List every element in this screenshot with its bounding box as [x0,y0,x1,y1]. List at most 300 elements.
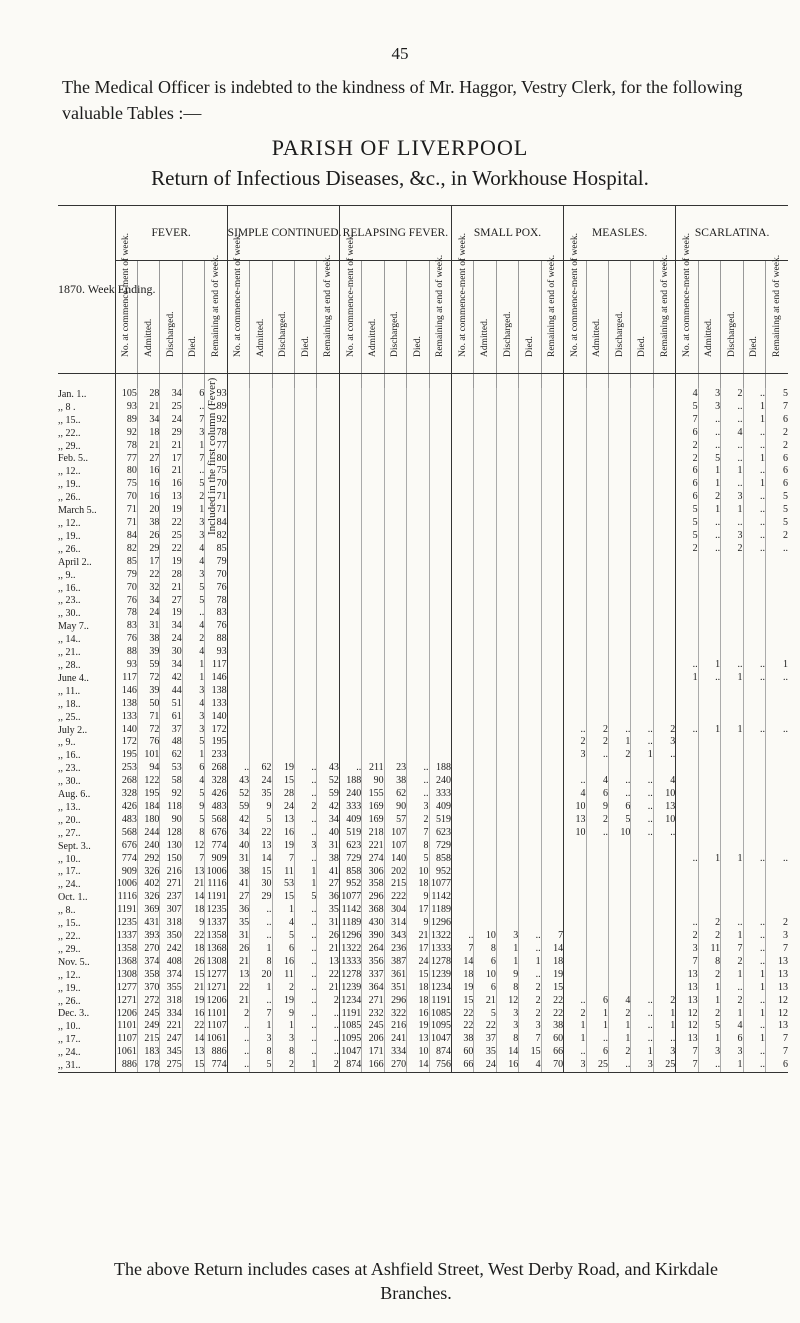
table-cell [608,401,630,414]
table-cell: 128 [160,827,182,840]
table-cell: 140 [115,724,137,737]
table-cell [429,620,451,633]
table-cell [474,840,496,853]
table-cell [676,685,698,698]
table-cell: 14 [541,943,563,956]
week-label: ,, 13.. [58,801,81,813]
table-cell [474,582,496,595]
table-cell: .. [676,659,698,672]
table-cell [407,646,429,659]
table-cell: 402 [137,878,159,891]
table-cell: 623 [339,840,361,853]
table-cell: 3 [182,530,204,543]
table-cell [608,943,630,956]
table-cell: 28 [137,388,159,401]
table-cell [227,530,249,543]
table-cell: 6 [765,453,788,466]
table-cell [429,595,451,608]
table-cell [294,659,316,672]
table-cell: .. [743,1059,765,1072]
table-cell: 76 [137,736,159,749]
table-cell [451,711,473,724]
table-cell: 24 [137,607,159,620]
week-label: ,, 30.. [58,776,81,788]
table-cell [608,465,630,478]
table-cell: 1296 [341,930,362,942]
table-cell [384,595,406,608]
table-cell: 774 [115,853,137,866]
sub-column-label: Remaining at end of week. [435,254,446,357]
table-cell [429,556,451,569]
table-cell [250,582,272,595]
table-cell: .. [564,724,586,737]
table-cell: 264 [362,943,384,956]
table-cell: 13 [250,840,272,853]
table-cell [743,762,765,775]
table-cell: 12 [676,1008,698,1021]
table-cell [541,440,563,453]
table-cell [496,659,518,672]
table-cell [474,427,496,440]
table-cell: 1 [631,749,653,762]
table-cell: 21 [407,930,429,943]
table-cell: 88 [205,633,227,646]
table-cell [631,943,653,956]
table-cell: 1191 [339,1008,361,1021]
sub-column-header [541,254,563,374]
table-cell: 909 [115,866,137,879]
table-cell: 1 [721,969,743,982]
table-row [58,530,788,543]
table-cell: 12 [676,1020,698,1033]
table-cell [496,465,518,478]
table-cell [272,595,294,608]
table-cell [653,556,675,569]
table-cell: 222 [384,891,406,904]
table-cell: 19 [160,504,182,517]
table-cell: .. [743,659,765,672]
table-cell: 72 [137,672,159,685]
table-cell: 1 [496,943,518,956]
week-label: ,, 30.. [58,608,81,620]
table-cell: .. [182,401,204,414]
table-cell: 3 [182,517,204,530]
table-cell [765,891,788,904]
table-cell: 6 [721,1033,743,1046]
table-cell [362,736,384,749]
table-cell: 16 [272,956,294,969]
table-cell: 172 [115,736,137,749]
table-cell [429,478,451,491]
table-cell [653,440,675,453]
table-cell [339,453,361,466]
table-cell: 1 [743,1033,765,1046]
table-cell: 5 [182,582,204,595]
table-cell: 356 [362,956,384,969]
table-cell [564,388,586,401]
table-row [58,878,788,891]
table-cell: 82 [115,543,137,556]
table-cell: 31 [317,840,339,853]
group-header: SMALL POX. [451,206,563,261]
table-cell [631,982,653,995]
table-cell [676,620,698,633]
table-cell: 1 [564,1033,586,1046]
table-cell [564,840,586,853]
table-cell [608,504,630,517]
table-cell: 2 [608,749,630,762]
table-cell [294,465,316,478]
table-cell: 24 [160,633,182,646]
table-cell [496,388,518,401]
table-cell: 9 [250,801,272,814]
infectious-diseases-table [58,205,788,1073]
sub-column-header [227,233,249,374]
table-cell [564,595,586,608]
table-cell [608,866,630,879]
table-cell [653,672,675,685]
table-cell: 1191 [115,904,137,917]
table-cell: 30 [160,646,182,659]
table-cell [451,569,473,582]
table-cell [608,982,630,995]
table-cell: 15 [519,1046,541,1059]
table-cell [698,620,720,633]
table-cell: 12 [765,995,788,1008]
table-cell [451,698,473,711]
table-cell: 16 [407,1008,429,1021]
table-cell [541,814,563,827]
table-cell [429,530,451,543]
table-cell: 32 [137,582,159,595]
table-cell [765,595,788,608]
table-cell [564,620,586,633]
week-label: Dec. 3.. [58,1008,90,1020]
table-cell: 1 [182,659,204,672]
table-cell: 1308 [206,955,227,967]
table-cell [294,504,316,517]
table-cell: 28 [160,569,182,582]
sub-column-label: Discharged. [278,311,289,357]
table-cell [743,801,765,814]
table-cell [698,775,720,788]
table-cell [429,569,451,582]
table-cell [743,607,765,620]
table-cell [227,659,249,672]
table-cell [496,891,518,904]
table-cell: 22 [474,1020,496,1033]
table-cell: 195 [205,736,227,749]
table-row [58,646,788,659]
table-cell: 71 [205,491,227,504]
table-cell: 130 [160,840,182,853]
table-cell [272,440,294,453]
table-cell: 15 [182,969,204,982]
table-cell: 76 [205,620,227,633]
table-cell: 19 [272,840,294,853]
table-cell: 1 [608,1033,630,1046]
table-cell [407,556,429,569]
table-cell [541,414,563,427]
table-cell: 3 [272,1033,294,1046]
sub-column-header [407,261,429,374]
table-cell: 34 [160,620,182,633]
table-cell [429,582,451,595]
table-cell [250,711,272,724]
table-cell: 13 [182,866,204,879]
table-cell: 7 [676,1059,698,1072]
table-cell: 1061 [116,1046,137,1058]
sub-column-label: Died. [637,336,648,357]
table-cell: .. [631,801,653,814]
table-cell: 42 [317,801,339,814]
table-cell [519,711,541,724]
table-cell [339,401,361,414]
table-cell [272,582,294,595]
table-cell [429,465,451,478]
table-cell: 14 [250,853,272,866]
table-row [58,543,788,556]
table-cell [339,659,361,672]
table-cell: 105 [115,388,137,401]
table-cell [407,607,429,620]
table-cell: 133 [115,711,137,724]
table-cell [721,762,743,775]
table-cell: 8 [474,943,496,956]
table-cell [474,724,496,737]
table-cell [541,465,563,478]
sub-column-header [676,233,698,374]
table-cell: 19 [407,1020,429,1033]
table-cell: 22 [137,569,159,582]
table-cell [362,556,384,569]
table-cell: 1278 [430,955,451,967]
table-cell: 1 [698,995,720,1008]
table-cell: 6 [182,762,204,775]
table-cell: 1234 [430,981,451,993]
table-cell: 77 [205,440,227,453]
table-cell [631,646,653,659]
table-cell [317,465,339,478]
week-label: ,, 8.. [58,905,76,917]
table-cell [451,440,473,453]
table-cell: 53 [272,878,294,891]
table-cell: .. [182,607,204,620]
table-cell [317,556,339,569]
sub-column-header [137,261,159,374]
table-cell [519,504,541,517]
table-cell: 519 [429,814,451,827]
week-label: ,, 19.. [58,982,81,994]
table-cell [608,414,630,427]
table-cell: 426 [205,788,227,801]
table-cell [272,543,294,556]
sub-column-label: Discharged. [390,311,401,357]
table-cell: 20 [250,969,272,982]
week-label: ,, 19.. [58,530,81,542]
table-cell: .. [451,930,473,943]
table-cell [586,672,608,685]
table-cell [272,646,294,659]
table-cell: .. [586,827,608,840]
table-cell: 22 [227,982,249,995]
table-cell [743,814,765,827]
table-cell: 15 [541,982,563,995]
table-cell [586,853,608,866]
table-cell [586,607,608,620]
table-cell [608,930,630,943]
table-row [58,659,788,672]
table-cell: 89 [205,401,227,414]
table-cell: 40 [227,840,249,853]
table-cell [496,840,518,853]
table-cell [294,478,316,491]
table-cell [608,891,630,904]
table-cell [339,595,361,608]
table-cell [564,530,586,543]
table-cell: 90 [384,801,406,814]
table-cell [407,724,429,737]
table-cell: 240 [339,788,361,801]
table-cell: 296 [384,995,406,1008]
table-cell [227,517,249,530]
table-cell [272,711,294,724]
table-row [58,440,788,453]
table-cell [519,427,541,440]
table-cell [653,427,675,440]
table-cell [698,607,720,620]
table-cell: 14 [182,1033,204,1046]
table-cell [384,414,406,427]
table-cell: 3 [653,1046,675,1059]
table-cell [586,556,608,569]
week-label: ,, 27.. [58,827,81,839]
table-cell: 22 [451,1020,473,1033]
table-cell [586,504,608,517]
table-cell [653,762,675,775]
table-cell [743,582,765,595]
table-cell: 36 [227,904,249,917]
table-cell [541,878,563,891]
table-cell [227,504,249,517]
table-cell: 29 [250,891,272,904]
table-cell: 13 [765,969,788,982]
table-cell: 729 [339,853,361,866]
table-cell: 43 [317,762,339,775]
table-cell [564,762,586,775]
table-cell: .. [519,969,541,982]
table-cell [496,414,518,427]
table-cell [721,891,743,904]
table-cell: 5 [698,453,720,466]
table-cell [362,440,384,453]
table-cell [317,685,339,698]
table-cell: 13 [272,814,294,827]
table-cell: 6 [676,491,698,504]
table-cell [698,904,720,917]
table-cell [698,569,720,582]
table-cell [407,672,429,685]
table-cell [698,633,720,646]
table-cell [407,388,429,401]
table-cell: 374 [137,956,159,969]
table-cell: 2 [698,969,720,982]
table-cell [541,840,563,853]
table-cell: 38 [451,1033,473,1046]
table-cell: 3 [721,1046,743,1059]
table-cell [384,440,406,453]
table-cell [676,904,698,917]
table-cell: 3 [182,724,204,737]
table-cell [474,530,496,543]
table-cell [541,853,563,866]
table-cell [519,762,541,775]
table-cell: 4 [182,775,204,788]
week-ending-header: 1870. Week Ending. [58,206,115,374]
table-cell: 11 [272,866,294,879]
table-cell [474,736,496,749]
table-cell: 1271 [116,994,137,1006]
table-cell [743,685,765,698]
table-cell: 1 [721,853,743,866]
table-cell [429,646,451,659]
table-cell [631,969,653,982]
table-cell: 26 [227,943,249,956]
sub-column-label: Admitted. [143,318,154,357]
table-cell: .. [631,736,653,749]
table-cell: .. [294,956,316,969]
table-cell: 92 [160,788,182,801]
table-cell [653,904,675,917]
table-cell: 1 [765,659,788,672]
table-cell: 1 [698,465,720,478]
table-cell [474,401,496,414]
table-cell [721,788,743,801]
table-cell: 5 [474,1008,496,1021]
table-cell [721,607,743,620]
table-cell [250,620,272,633]
table-cell [608,556,630,569]
table-cell [676,749,698,762]
table-cell [541,672,563,685]
table-cell [451,904,473,917]
table-cell: .. [317,1008,339,1021]
table-cell [519,672,541,685]
table-cell: 38 [384,775,406,788]
table-cell: 35 [474,1046,496,1059]
table-cell: .. [294,762,316,775]
table-cell: 13 [182,1046,204,1059]
table-cell: 13 [676,982,698,995]
table-cell [631,904,653,917]
table-cell [339,517,361,530]
table-cell [272,685,294,698]
table-cell: 21 [227,956,249,969]
table-cell: 38 [227,866,249,879]
table-cell [496,504,518,517]
table-cell [407,517,429,530]
table-cell: 369 [137,904,159,917]
table-row [58,633,788,646]
table-cell [227,685,249,698]
table-cell [362,659,384,672]
table-cell: 155 [362,788,384,801]
table-cell: 244 [137,827,159,840]
table-cell: 31 [227,930,249,943]
table-cell: .. [653,827,675,840]
group-header: RELAPSING FEVER. [339,206,451,261]
table-cell [384,685,406,698]
